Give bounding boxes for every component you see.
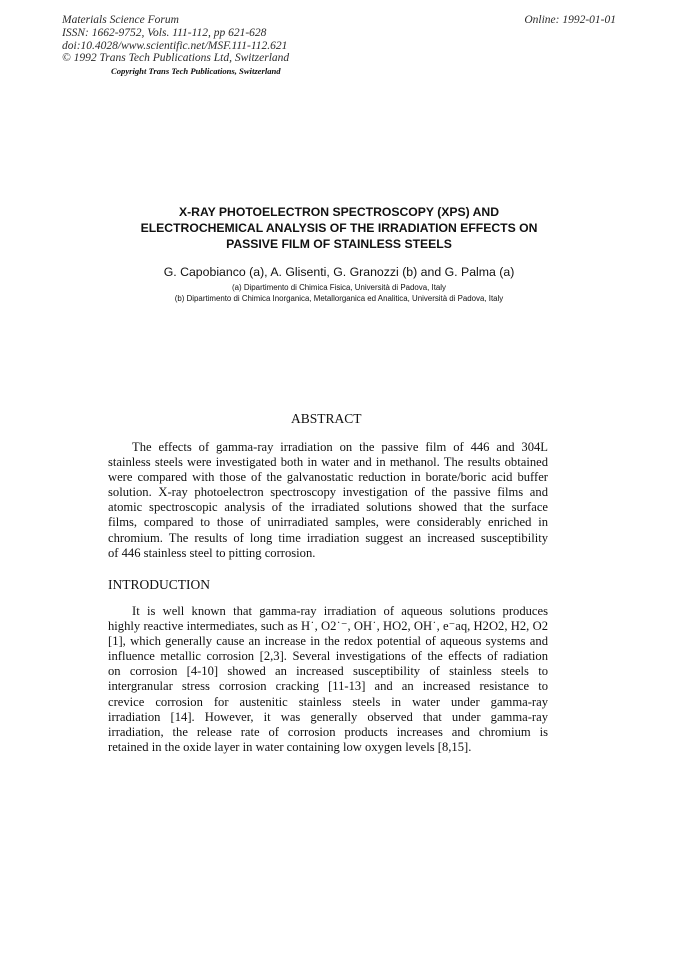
abstract-line: films, compared to those of unirradiated samples, were considerably enriched in [108,515,548,530]
abstract-line: were compared with those of the galvanostatic reduction in borate/boric acid buffer [108,470,548,485]
abstract-line: stainless steels were investigated both in water and in methanol. The results obtained [108,455,548,470]
abstract-line: of 446 stainless steel to pitting corrosion. [108,545,316,560]
title-line: ELECTROCHEMICAL ANALYSIS OF THE IRRADIATION EFFECTS ON [140,221,538,235]
intro-line: irradiation [14]. However, it was generally observed that under gamma-ray [108,709,548,724]
intro-line: crevice corrosion for austenitic stainless steels in water under gamma-ray [108,694,548,709]
intro-line: retained in the oxide layer in water containing low oxygen levels [8,15]. [108,739,472,754]
intro-line: highly reactive intermediates, such as H˙, O2˙⁻, OH˙, HO2, OH˙, e⁻aq, H2O2, H2, O2 [108,619,548,634]
paper-title [90,204,588,252]
intro-line: It is well known that gamma-ray irradiation of aqueous solutions produces [132,604,548,618]
title-line: PASSIVE FILM OF STAINLESS STEELS [226,237,452,251]
copyright-notice: Copyright Trans Tech Publications, Switzerland [111,66,281,76]
issn-line: ISSN: 1662-9752, Vols. 111-112, pp 621-628 [62,26,267,39]
intro-line: intergranular stress corrosion cracking [11-13] and an increased resistance to [108,679,548,694]
affiliation-a: (a) Dipartimento di Chimica Fisica, Università di Padova, Italy [232,283,446,292]
abstract-line: solution. X-ray photoelectron spectroscopy investigation of the passive films and [108,485,548,500]
online-date: Online: 1992-01-01 [524,14,616,26]
abstract-line: The effects of gamma-ray irradiation on the passive film of 446 and 304L [132,440,548,454]
intro-line: [1], which generally cause an increase in the redox potential of aqueous systems and [108,634,548,649]
copyright-line: © 1992 Trans Tech Publications Ltd, Switzerland [62,52,290,65]
abstract-line: chromium. The results of long time irradiation suggest an increased susceptibility [108,530,548,545]
abstract-line: atomic spectroscopic analysis of the irradiated solutions showed that the surface [108,500,548,515]
journal-name: Materials Science Forum [62,14,179,26]
intro-line: on corrosion [4-10] showed an increased susceptibility of stainless steels to [108,664,548,679]
title-line: X-RAY PHOTOELECTRON SPECTROSCOPY (XPS) AND [178,205,500,219]
introduction-heading: INTRODUCTION [108,577,210,592]
abstract-heading: ABSTRACT [291,411,362,426]
intro-line: influence metallic corrosion [2,3]. Several investigations of the effects of radiation [108,649,548,664]
introduction-body [108,604,548,755]
doi-link[interactable]: doi:10.4028/www.scientific.net/MSF.111-112.621 [62,39,288,52]
intro-line: irradiation, the release rate of corrosion products increases and chromium is [108,724,548,739]
affiliation-b: (b) Dipartimento di Chimica Inorganica, Metallorganica ed Analitica, Università di Padova, Italy [174,294,504,303]
author-list: G. Capobianco (a), A. Glisenti, G. Granozzi (b) and G. Palma (a) [163,265,515,279]
abstract-body [108,440,548,561]
journal-header [62,14,289,65]
